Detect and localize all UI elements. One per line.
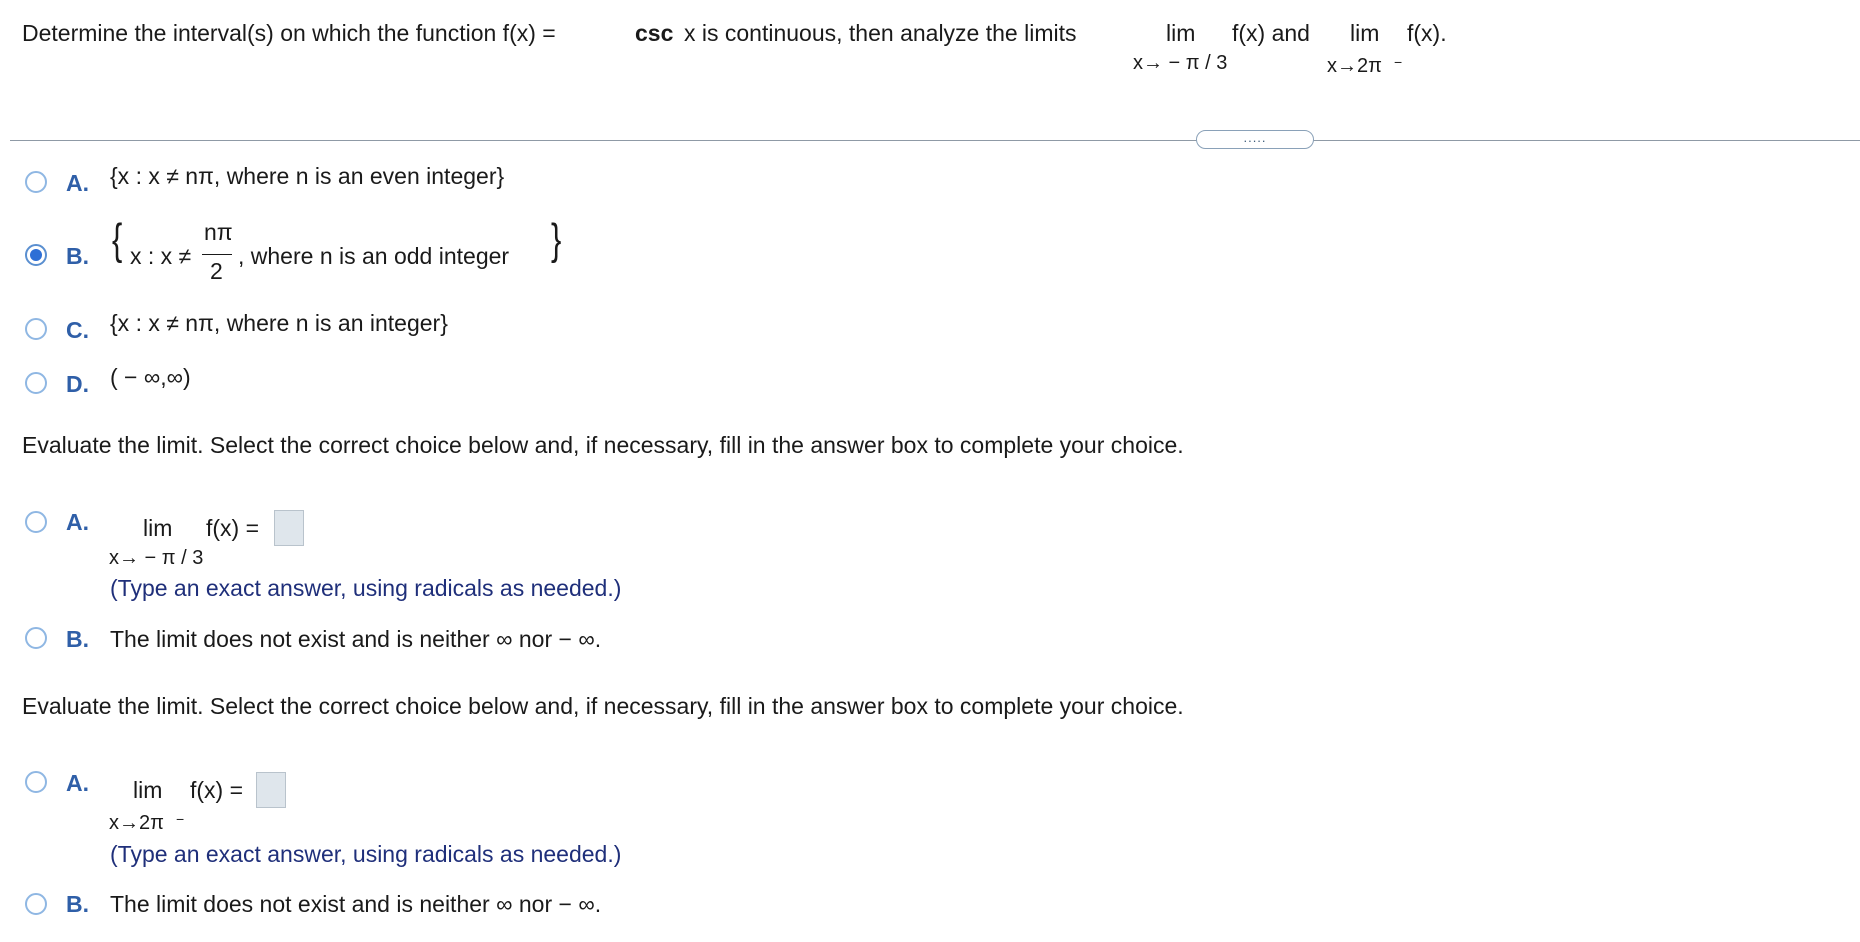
- right-brace: }: [551, 215, 562, 264]
- option-letter: B.: [66, 891, 89, 917]
- part2-option-a-radio[interactable]: [25, 511, 47, 533]
- option-letter: C.: [66, 317, 89, 343]
- question-func: csc: [635, 20, 674, 46]
- left-brace: {: [112, 215, 123, 264]
- option-letter: A.: [66, 170, 89, 196]
- part1-option-c-radio[interactable]: [25, 318, 47, 340]
- part2-answer-note: (Type an exact answer, using radicals as needed.): [110, 575, 622, 601]
- part2-prompt: Evaluate the limit. Select the correct choice below and, if necessary, fill in the answer box to complete your choice.: [22, 432, 1184, 458]
- part3-answer-input[interactable]: [256, 772, 286, 808]
- part3-option-b-radio[interactable]: [25, 893, 47, 915]
- part2-option-b-text: The limit does not exist and is neither ∞ nor − ∞.: [110, 626, 602, 652]
- part3-answer-note: (Type an exact answer, using radicals as needed.): [110, 841, 622, 867]
- part1-option-a-radio[interactable]: [25, 171, 47, 193]
- part1-option-b-prefix: x : x ≠: [130, 243, 192, 269]
- limit2-subscript: x→2π: [1327, 55, 1382, 77]
- fraction-numerator: nπ: [204, 219, 233, 245]
- limit1-expression: f(x) and: [1232, 20, 1310, 46]
- part1-option-d-radio[interactable]: [25, 372, 47, 394]
- part3-lim-word: lim: [133, 777, 163, 803]
- question-text-after: x is continuous, then analyze the limits: [684, 20, 1077, 46]
- part1-option-d-text: ( − ∞,∞): [110, 364, 191, 390]
- expand-button[interactable]: .....: [1196, 130, 1314, 149]
- part3-option-a-radio[interactable]: [25, 771, 47, 793]
- part3-lim-expression: f(x) =: [190, 777, 244, 803]
- part2-option-b-radio[interactable]: [25, 627, 47, 649]
- limit1-word: lim: [1166, 20, 1196, 46]
- question-text-before: Determine the interval(s) on which the function f(x) =: [22, 20, 556, 46]
- part3-lim-superscript: −: [176, 811, 185, 827]
- part3-option-b-text: The limit does not exist and is neither ∞ nor − ∞.: [110, 891, 602, 917]
- option-letter: D.: [66, 371, 89, 397]
- part2-lim-word: lim: [143, 515, 173, 541]
- option-letter: A.: [66, 770, 89, 796]
- limit2-expression: f(x).: [1407, 20, 1447, 46]
- part1-option-c-text: {x : x ≠ nπ, where n is an integer}: [110, 310, 448, 336]
- part3-prompt: Evaluate the limit. Select the correct choice below and, if necessary, fill in the answer box to complete your choice.: [22, 693, 1184, 719]
- part1-option-a-text: {x : x ≠ nπ, where n is an even integer}: [110, 163, 505, 189]
- fraction-bar: [202, 254, 232, 255]
- part3-lim-subscript: x→2π: [109, 812, 164, 834]
- limit2-word: lim: [1350, 20, 1380, 46]
- limit1-subscript: x→ − π / 3: [1133, 52, 1228, 74]
- option-letter: B.: [66, 243, 89, 269]
- option-letter: B.: [66, 626, 89, 652]
- part1-option-b-suffix: , where n is an odd integer: [238, 243, 510, 269]
- option-letter: A.: [66, 509, 89, 535]
- fraction-denominator: 2: [210, 258, 223, 284]
- part2-lim-expression: f(x) =: [206, 515, 260, 541]
- part2-answer-input[interactable]: [274, 510, 304, 546]
- part2-lim-subscript: x→ − π / 3: [109, 547, 204, 569]
- section-divider: [10, 140, 1860, 141]
- limit2-superscript: −: [1394, 54, 1403, 70]
- part1-option-b-radio[interactable]: [25, 244, 47, 266]
